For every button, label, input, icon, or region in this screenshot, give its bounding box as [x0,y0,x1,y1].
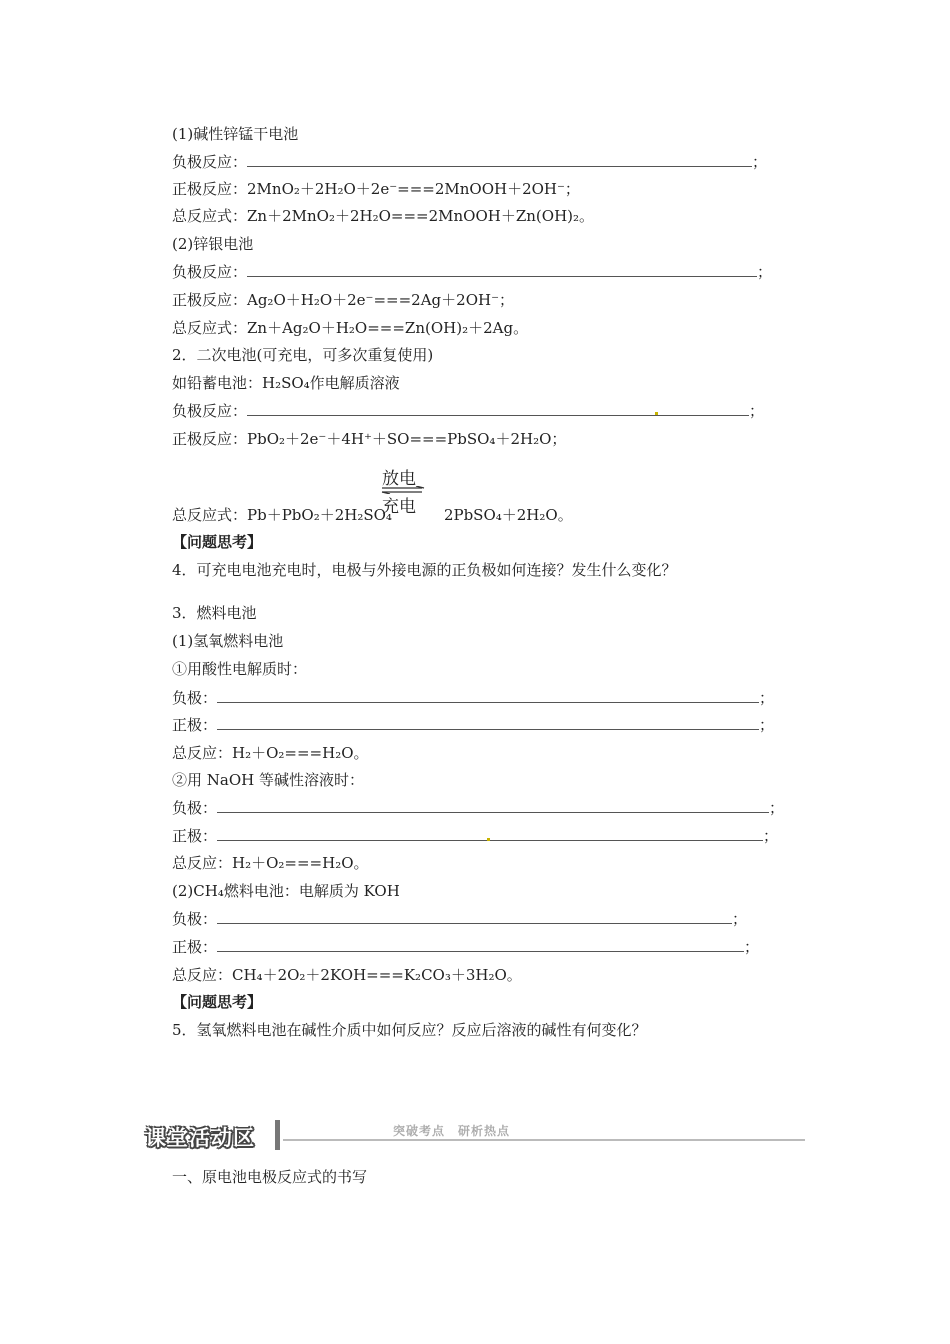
ch4-total: 总反应：CH₄＋2O₂＋2KOH===K₂CO₃＋3H₂O。 [172,966,522,984]
semicolon: ； [744,938,760,956]
acid-positive-blank[interactable] [217,715,759,730]
s1-title: (1)碱性锌锰干电池 [172,125,299,143]
semicolon: ； [763,827,779,845]
ch4-positive-row [172,937,759,957]
base-electrolyte-title: ②用 NaOH 等碱性溶液时： [172,771,364,789]
classroom-activity-banner [143,1120,805,1150]
base-positive-row [172,826,778,846]
positive-label: 正极： [172,716,218,734]
lead-negative-label: 负极反应： [172,402,248,420]
marker-dot [655,412,658,415]
ch4-negative-blank[interactable] [217,909,732,924]
section2-title: 2．二次电池(可充电，可多次重复使用) [172,346,434,364]
semicolon: ； [759,689,775,707]
charge-label: 充电 [382,497,416,517]
lead-battery-intro: 如铅蓄电池：H₂SO₄作电解质溶液 [172,374,400,392]
question-think-label-1: 【问题思考】 [172,533,263,551]
semicolon: ； [732,910,748,928]
semicolon: ； [769,799,785,817]
base-negative-row [172,798,784,818]
s1-total: 总反应式：Zn＋2MnO₂＋2H₂O===2MnOOH＋Zn(OH)₂。 [172,207,595,225]
ch4-negative-row [172,909,747,929]
discharge-label: 放电 [382,469,416,489]
question-5: 5．氢氧燃料电池在碱性介质中如何反应？反应后溶液的碱性有何变化？ [172,1021,647,1039]
s1-negative-label: 负极反应： [172,153,248,171]
s1-negative-row [172,152,767,172]
acid-electrolyte-title: ①用酸性电解质时： [172,660,308,678]
banner-subtitle: 突破考点 研析热点 [393,1124,511,1138]
acid-total: 总反应：H₂＋O₂===H₂O。 [172,744,369,762]
s2-negative-blank[interactable] [247,262,757,277]
banner-title: 课堂活动区 [145,1126,255,1150]
marker-dot [487,838,490,841]
semicolon: ； [749,402,765,420]
negative-label: 负极： [172,799,218,817]
lead-total-row [172,505,573,525]
positive-label: 正极： [172,827,218,845]
base-total: 总反应：H₂＋O₂===H₂O。 [172,854,369,872]
question-think-label-2: 【问题思考】 [172,993,263,1011]
base-negative-blank[interactable] [217,798,769,813]
acid-negative-blank[interactable] [217,688,759,703]
banner-rule [283,1139,805,1141]
s2-title: (2)锌银电池 [172,235,254,253]
section3-title: 3．燃料电池 [172,604,257,622]
s2-positive: 正极反应：Ag₂O＋H₂O＋2e⁻===2Ag＋2OH⁻； [172,291,514,309]
s2-negative-row [172,262,772,282]
lead-total-right: 2PbSO₄＋2H₂O。 [443,506,573,524]
ch4-positive-blank[interactable] [217,937,744,952]
negative-label: 负极： [172,910,218,928]
ch4-fuel-cell-title: (2)CH₄燃料电池：电解质为 KOH [172,882,400,900]
lead-positive: 正极反应：PbO₂＋2e⁻＋4H⁺＋SO===PbSO₄＋2H₂O； [172,430,567,448]
s2-total: 总反应式：Zn＋Ag₂O＋H₂O===Zn(OH)₂＋2Ag。 [172,319,529,337]
semicolon: ； [757,263,773,281]
s1-negative-blank[interactable] [247,152,752,167]
semicolon: ； [759,716,775,734]
s2-negative-label: 负极反应： [172,263,248,281]
question-4: 4．可充电电池充电时，电极与外接电源的正负极如何连接？发生什么变化？ [172,561,677,579]
negative-label: 负极： [172,689,218,707]
h2-fuel-cell-title: (1)氢氧燃料电池 [172,632,284,650]
semicolon: ； [752,153,768,171]
lead-negative-row [172,401,764,421]
s1-positive: 正极反应：2MnO₂＋2H₂O＋2e⁻===2MnOOH＋2OH⁻； [172,180,580,198]
banner-divider [275,1120,280,1150]
lead-negative-blank[interactable] [247,401,749,416]
acid-positive-row [172,715,774,735]
acid-negative-row [172,688,774,708]
part1-title: 一、原电池电极反应式的书写 [172,1168,368,1186]
base-positive-blank[interactable] [217,826,763,841]
lead-total-left: 总反应式：Pb＋PbO₂＋2H₂SO₄ [172,506,392,524]
positive-label: 正极： [172,938,218,956]
